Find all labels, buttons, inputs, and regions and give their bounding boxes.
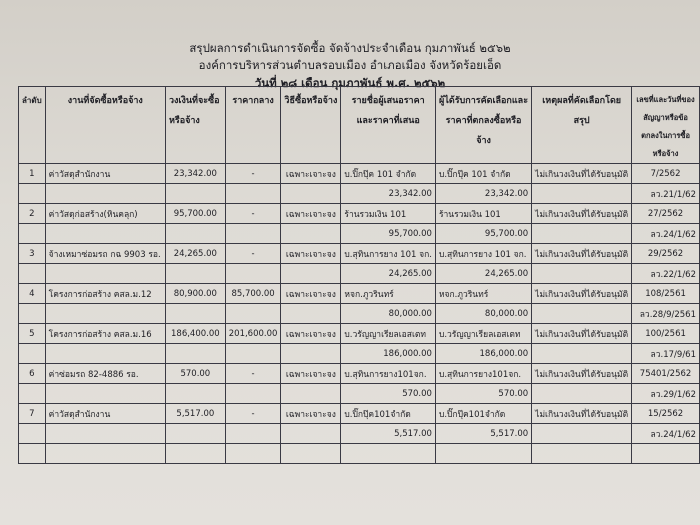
cell-empty	[532, 264, 632, 284]
table-body	[19, 164, 700, 444]
cell-item: จ้างเหมาซ่อมรถ กฉ 9903 รอ.	[45, 244, 165, 264]
table-row	[19, 204, 700, 224]
col-header-budget: วงเงินที่จะซื้อหรือจ้าง	[165, 87, 225, 164]
cell-empty	[281, 424, 341, 444]
cell-winner: บ.สุทินการยาง 101 จก.	[435, 244, 531, 264]
cell-contract-date: ลว.24/1/62	[632, 224, 700, 244]
cell-method: เฉพาะเจาะจง	[281, 284, 341, 304]
col-header-method: วิธีซื้อหรือจ้าง	[281, 87, 341, 164]
cell-method: เฉพาะเจาะจง	[281, 364, 341, 384]
cell-method: เฉพาะเจาะจง	[281, 404, 341, 424]
table-row	[19, 244, 700, 264]
table-row-sub	[19, 424, 700, 444]
cell-contract-no: 29/2562	[632, 244, 700, 264]
cell-budget: 186,400.00	[165, 324, 225, 344]
cell-bidder: บ.ปิ๊กปุ๊ค101จำกัด	[341, 404, 436, 424]
table-row-blank	[19, 444, 700, 464]
cell-empty	[45, 304, 165, 324]
cell-empty	[165, 264, 225, 284]
cell-bidder: บ.สุทินการยาง 101 จก.	[341, 244, 436, 264]
cell-budget: 24,265.00	[165, 244, 225, 264]
cell-median: -	[225, 404, 281, 424]
cell-empty	[225, 344, 281, 364]
cell-bid-price: 23,342.00	[341, 184, 436, 204]
cell-empty	[281, 224, 341, 244]
cell-reason: ไม่เกินวงเงินที่ได้รับอนุมัติ	[532, 404, 632, 424]
table-row	[19, 404, 700, 424]
cell-reason: ไม่เกินวงเงินที่ได้รับอนุมัติ	[532, 164, 632, 184]
table-row-sub	[19, 264, 700, 284]
cell-reason: ไม่เกินวงเงินที่ได้รับอนุมัติ	[532, 364, 632, 384]
cell-contract-date: ลว.29/1/62	[632, 384, 700, 404]
cell-empty	[19, 304, 46, 324]
cell-empty	[225, 384, 281, 404]
table-row-sub	[19, 224, 700, 244]
cell-bidder: บ.วรัญญาเรียลเอสเตท	[341, 324, 436, 344]
cell-empty	[532, 304, 632, 324]
cell-contract-date: ลว.22/1/62	[632, 264, 700, 284]
cell-empty	[225, 224, 281, 244]
cell-empty	[532, 384, 632, 404]
cell-empty	[281, 384, 341, 404]
cell-empty	[165, 344, 225, 364]
cell-median: 85,700.00	[225, 284, 281, 304]
cell-reason: ไม่เกินวงเงินที่ได้รับอนุมัติ	[532, 204, 632, 224]
cell-contract-no: 100/2561	[632, 324, 700, 344]
cell-empty	[165, 184, 225, 204]
cell-win-price: 570.00	[435, 384, 531, 404]
cell-win-price: 186,000.00	[435, 344, 531, 364]
cell-contract-date: ลว.24/1/62	[632, 424, 700, 444]
cell-budget: 570.00	[165, 364, 225, 384]
table-header-row	[19, 87, 700, 164]
cell-no: 1	[19, 164, 46, 184]
cell-no: 7	[19, 404, 46, 424]
cell-bidder: บ.สุทินการยาง101จก.	[341, 364, 436, 384]
cell-method: เฉพาะเจาะจง	[281, 324, 341, 344]
table-row-sub	[19, 344, 700, 364]
cell-empty	[19, 184, 46, 204]
cell-winner: บ.สุทินการยาง101จก.	[435, 364, 531, 384]
cell-empty	[19, 264, 46, 284]
cell-reason: ไม่เกินวงเงินที่ได้รับอนุมัติ	[532, 244, 632, 264]
col-header-no: ลำดับ	[19, 87, 46, 164]
table-row	[19, 164, 700, 184]
cell-empty	[19, 424, 46, 444]
cell-budget: 23,342.00	[165, 164, 225, 184]
cell-bidder: บ.ปิ๊กปุ๊ค 101 จำกัด	[341, 164, 436, 184]
cell-bidder: ร้านรวมเงิน 101	[341, 204, 436, 224]
report-title: สรุปผลการดำเนินการจัดซื้อ จัดจ้างประจำเดือน กุมภาพันธ์ ๒๕๖๒	[189, 41, 511, 55]
cell-win-price: 80,000.00	[435, 304, 531, 324]
cell-median: -	[225, 244, 281, 264]
cell-winner: หจก.ภูวรินทร์	[435, 284, 531, 304]
cell-empty	[165, 224, 225, 244]
cell-empty	[45, 184, 165, 204]
cell-empty	[225, 424, 281, 444]
cell-empty	[532, 224, 632, 244]
cell-empty	[225, 304, 281, 324]
cell-empty	[45, 424, 165, 444]
cell-winner: ร้านรวมเงิน 101	[435, 204, 531, 224]
cell-median: -	[225, 364, 281, 384]
cell-item: ค่าวัสดุก่อสร้าง(หินคลุก)	[45, 204, 165, 224]
cell-winner: บ.ปิ๊กปุ๊ค 101 จำกัด	[435, 164, 531, 184]
cell-empty	[19, 224, 46, 244]
cell-budget: 80,900.00	[165, 284, 225, 304]
cell-bid-price: 95,700.00	[341, 224, 436, 244]
cell-empty	[165, 424, 225, 444]
cell-budget: 5,517.00	[165, 404, 225, 424]
cell-bid-price: 80,000.00	[341, 304, 436, 324]
cell-bidder: หจก.ภูวรินทร์	[341, 284, 436, 304]
cell-contract-date: ลว.21/1/62	[632, 184, 700, 204]
table-row-sub	[19, 304, 700, 324]
cell-empty	[45, 384, 165, 404]
cell-empty	[225, 264, 281, 284]
date-line: วันที่ ๒๘ เดือน กุมภาพันธ์ พ.ศ. ๒๕๖๒	[254, 76, 446, 90]
table-row-sub	[19, 184, 700, 204]
cell-reason: ไม่เกินวงเงินที่ได้รับอนุมัติ	[532, 324, 632, 344]
cell-empty	[19, 344, 46, 364]
cell-empty	[281, 304, 341, 324]
procurement-table	[18, 86, 700, 464]
cell-reason: ไม่เกินวงเงินที่ได้รับอนุมัติ	[532, 284, 632, 304]
cell-win-price: 95,700.00	[435, 224, 531, 244]
cell-empty	[45, 344, 165, 364]
cell-empty	[45, 264, 165, 284]
cell-bid-price: 24,265.00	[341, 264, 436, 284]
cell-no: 6	[19, 364, 46, 384]
col-header-median: ราคากลาง	[225, 87, 281, 164]
cell-method: เฉพาะเจาะจง	[281, 204, 341, 224]
cell-empty	[532, 424, 632, 444]
cell-empty	[19, 384, 46, 404]
cell-no: 2	[19, 204, 46, 224]
col-header-contract: เลขที่และวันที่ของสัญญาหรือข้อตกลงในการซื้อหรือจ้าง	[632, 87, 700, 164]
cell-empty	[281, 184, 341, 204]
cell-no: 5	[19, 324, 46, 344]
table-row-sub	[19, 384, 700, 404]
cell-bid-price: 570.00	[341, 384, 436, 404]
cell-bid-price: 186,000.00	[341, 344, 436, 364]
cell-no: 4	[19, 284, 46, 304]
cell-contract-no: 15/2562	[632, 404, 700, 424]
cell-contract-date: ลว.28/9/2561	[632, 304, 700, 324]
cell-median: 201,600.00	[225, 324, 281, 344]
cell-item: ค่าวัสดุสำนักงาน	[45, 404, 165, 424]
col-header-bidders: รายชื่อผู้เสนอราคาและราคาที่เสนอ	[341, 87, 436, 164]
cell-contract-no: 7/2562	[632, 164, 700, 184]
cell-contract-no: 27/2562	[632, 204, 700, 224]
col-header-reason: เหตุผลที่คัดเลือกโดยสรุป	[532, 87, 632, 164]
cell-empty	[225, 184, 281, 204]
cell-contract-no: 108/2561	[632, 284, 700, 304]
table-row	[19, 324, 700, 344]
cell-empty	[165, 304, 225, 324]
cell-win-price: 5,517.00	[435, 424, 531, 444]
cell-empty	[281, 264, 341, 284]
cell-item: โครงการก่อสร้าง คสล.ม.16	[45, 324, 165, 344]
cell-contract-no: 75401/2562	[632, 364, 700, 384]
cell-median: -	[225, 164, 281, 184]
table-row	[19, 364, 700, 384]
organization-line: องค์การบริหารส่วนตำบลรอบเมือง อำเภอเมือง จังหวัดร้อยเอ็ด	[198, 58, 502, 72]
cell-median: -	[225, 204, 281, 224]
cell-item: โครงการก่อสร้าง คสล.ม.12	[45, 284, 165, 304]
cell-empty	[45, 224, 165, 244]
cell-method: เฉพาะเจาะจง	[281, 164, 341, 184]
cell-empty	[281, 344, 341, 364]
cell-contract-date: ลว.17/9/61	[632, 344, 700, 364]
col-header-item: งานที่จัดซื้อหรือจ้าง	[45, 87, 165, 164]
cell-win-price: 23,342.00	[435, 184, 531, 204]
cell-winner: บ.วรัญญาเรียลเอสเตท	[435, 324, 531, 344]
cell-winner: บ.ปิ๊กปุ๊ค101จำกัด	[435, 404, 531, 424]
cell-item: ค่าวัสดุสำนักงาน	[45, 164, 165, 184]
cell-win-price: 24,265.00	[435, 264, 531, 284]
table-row	[19, 284, 700, 304]
col-header-winner: ผู้ได้รับการคัดเลือกและราคาที่ตกลงซื้อหรือจ้าง	[435, 87, 531, 164]
cell-bid-price: 5,517.00	[341, 424, 436, 444]
cell-empty	[532, 184, 632, 204]
cell-item: ค่าซ่อมรถ 82-4886 รอ.	[45, 364, 165, 384]
cell-empty	[165, 384, 225, 404]
cell-budget: 95,700.00	[165, 204, 225, 224]
cell-no: 3	[19, 244, 46, 264]
cell-empty	[532, 344, 632, 364]
cell-method: เฉพาะเจาะจง	[281, 244, 341, 264]
